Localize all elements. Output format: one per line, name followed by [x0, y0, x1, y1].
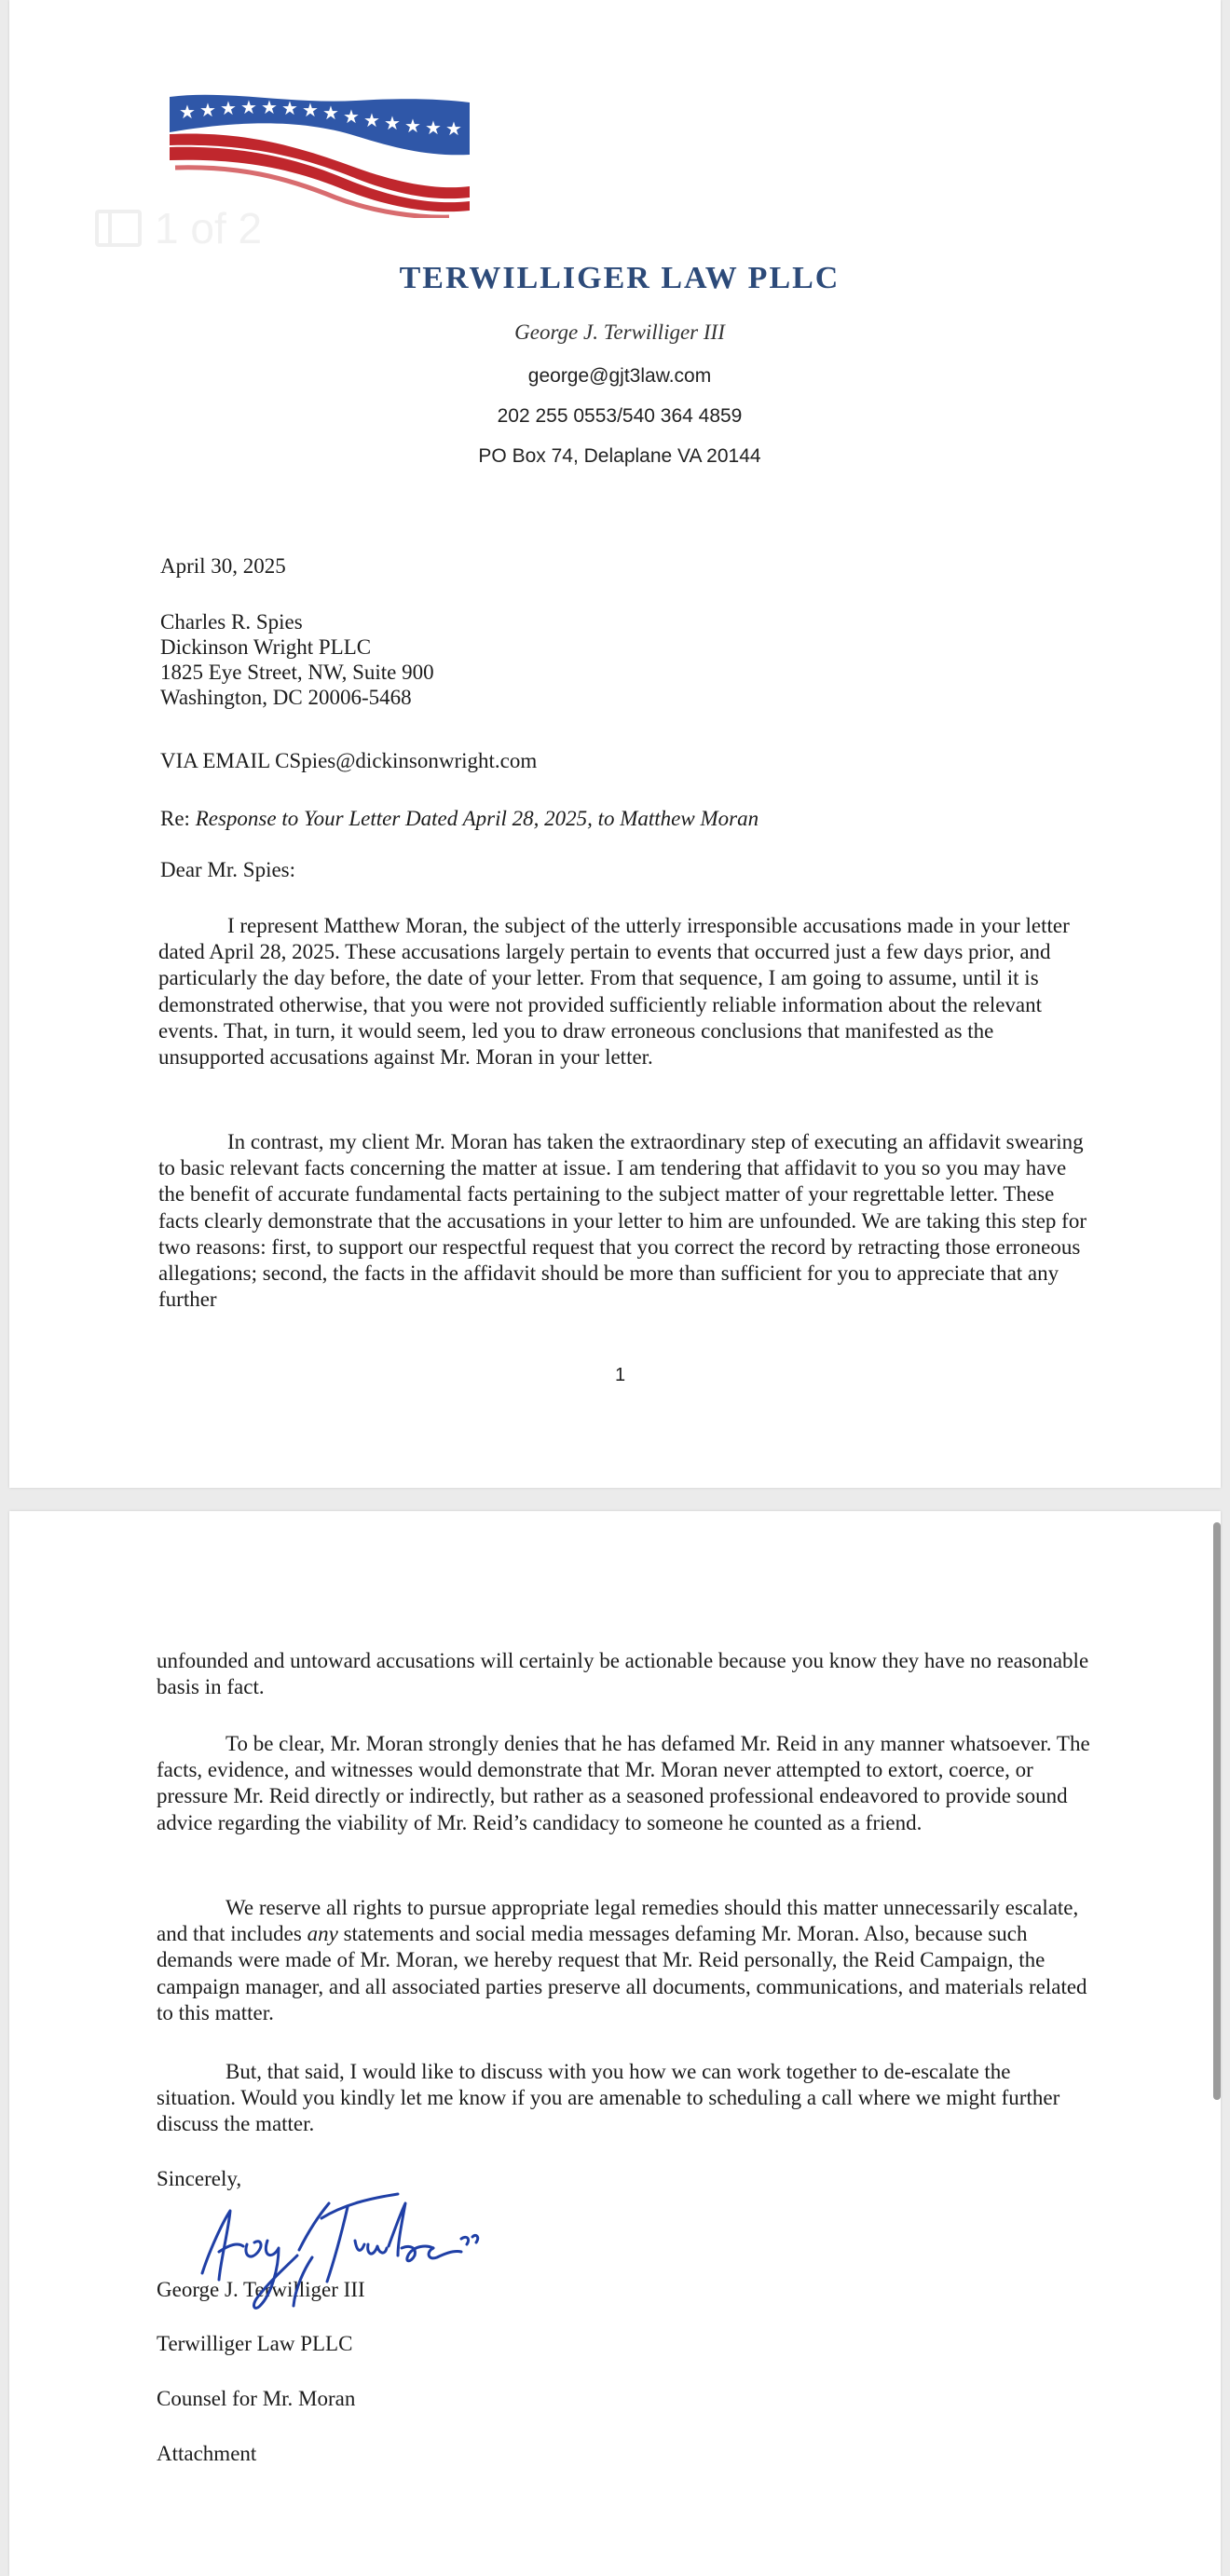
- paragraph-3-text: To be clear, Mr. Moran strongly denies that he has defamed Mr. Reid in any manner whatsoever. The facts, evidence, and witnesses would demonstrate that Mr. Moran never attempted to extort, coerce, or pressure Mr. Reid directly or indirectly, but rather as a seasoned professional endeavored to provide sound advice regarding the viability of Mr. Reid’s candidacy to someone he counted as a friend.: [157, 1732, 1090, 1834]
- page-indicator-text: 1 of 2: [155, 204, 263, 252]
- recipient-city: Washington, DC 20006-5468: [160, 686, 412, 709]
- recipient-firm: Dickinson Wright PLLC: [160, 635, 372, 659]
- signature-role: Counsel for Mr. Moran: [157, 2387, 356, 2410]
- svg-text:★: ★: [445, 117, 462, 140]
- closing: Sincerely,: [157, 2167, 242, 2190]
- paragraph-4: [157, 1895, 1098, 2026]
- paragraph-4-emphasis: any: [307, 1922, 338, 1946]
- svg-text:★: ★: [343, 105, 360, 128]
- svg-text:★: ★: [281, 97, 298, 119]
- paragraph-1-text: I represent Matthew Moran, the subject of the utterly irresponsible accusations made in your letter dated April 28, 2025. These accusations largely pertain to events that occurred just a few days prior, and particularly the day before, the date of your letter. From that sequence, I am going to assume, until it is demonstrated otherwise, that you were not provided sufficiently reliable information about the relevant events. That, in turn, it would seem, led you to draw erroneous conclusions that manifested as the unsupported accusations against Mr. Moran in your letter.: [158, 914, 1070, 1070]
- firm-name: TERWILLIGER LAW PLLC: [399, 261, 840, 295]
- recipient-street: 1825 Eye Street, NW, Suite 900: [160, 661, 434, 684]
- paragraph-2-text: In contrast, my client Mr. Moran has taken the extraordinary step of executing an affidavit swearing to basic relevant facts concerning the matter at issue. I am tendering that affidavit to you so you may have the benefit of accurate fundamental facts pertaining to the subject matter of your regrettable letter. These facts clearly demonstrate that the accusations in your letter to him are unfounded. We are taking this step for two reasons: first, to support our respectful request that you correct the record by retracting those erroneous allegations; second, the facts in the affidavit should be more than sufficient for you to appreciate that any further: [158, 1130, 1086, 1312]
- page-number: 1: [615, 1365, 626, 1385]
- svg-text:★: ★: [322, 102, 339, 124]
- paragraph-3: [157, 1731, 1092, 1836]
- re-label: Re:: [160, 807, 190, 830]
- svg-text:★: ★: [199, 99, 216, 121]
- svg-text:★: ★: [363, 109, 380, 131]
- document-page-1: [9, 0, 1221, 1488]
- paragraph-4-text-a: We reserve all rights to pursue appropriate legal remedies should this matter unnecessarily escalate, and that includes: [157, 1896, 1079, 1946]
- paragraph-4-text-b: statements and social media messages defaming Mr. Moran. Also, because such demands were made of Mr. Moran, we hereby request that Mr. Reid personally, the Reid Campaign, the campaign manager, and all associated parties preserve all documents, communications, and materials related to this matter.: [157, 1922, 1087, 2024]
- handwritten-signature: [182, 2166, 499, 2320]
- svg-text:★: ★: [425, 116, 442, 139]
- letterhead-email[interactable]: george@gjt3law.com: [527, 365, 712, 387]
- page-indicator: [95, 203, 262, 253]
- svg-text:★: ★: [261, 96, 278, 118]
- svg-text:★: ★: [179, 101, 196, 123]
- paragraph-5: [157, 2059, 1088, 2138]
- svg-text:★: ★: [302, 99, 319, 121]
- recipient-block: [160, 609, 434, 710]
- american-flag-logo: [170, 88, 470, 218]
- svg-text:★: ★: [240, 96, 257, 118]
- signature-name: George J. Terwilliger III: [157, 2278, 365, 2301]
- paragraph-2: [158, 1129, 1096, 1313]
- signature-firm: Terwilliger Law PLLC: [157, 2332, 353, 2355]
- svg-text:★: ★: [384, 112, 401, 134]
- recipient-name: Charles R. Spies: [160, 610, 303, 634]
- letterhead-address: PO Box 74, Delaplane VA 20144: [478, 445, 761, 467]
- letterhead-phones: 202 255 0553/540 364 4859: [497, 405, 743, 427]
- attorney-name: George J. Terwilliger III: [514, 320, 725, 344]
- paragraph-5-text: But, that said, I would like to discuss with you how we can work together to de-escalate the situation. Would you kindly let me know if you are amenable to scheduling a call where we might further discuss the matter.: [157, 2060, 1060, 2136]
- vertical-scrollbar[interactable]: [1213, 1522, 1221, 2100]
- svg-text:★: ★: [220, 97, 237, 119]
- re-subject: Response to Your Letter Dated April 28, 2025, to Matthew Moran: [195, 807, 759, 830]
- pages-icon: [95, 210, 142, 247]
- via-email-line: VIA EMAIL CSpies@dickinsonwright.com: [160, 749, 538, 772]
- paragraph-2-continued: unfounded and untoward accusations will certainly be actionable because you know they have no reasonable basis in fact.: [157, 1649, 1089, 1699]
- enclosure-line: Attachment: [157, 2442, 257, 2465]
- re-line: [160, 806, 758, 831]
- svg-text:★: ★: [404, 115, 421, 137]
- paragraph-1: [158, 913, 1098, 1070]
- salutation: Dear Mr. Spies:: [160, 858, 296, 881]
- letter-date: April 30, 2025: [160, 554, 286, 578]
